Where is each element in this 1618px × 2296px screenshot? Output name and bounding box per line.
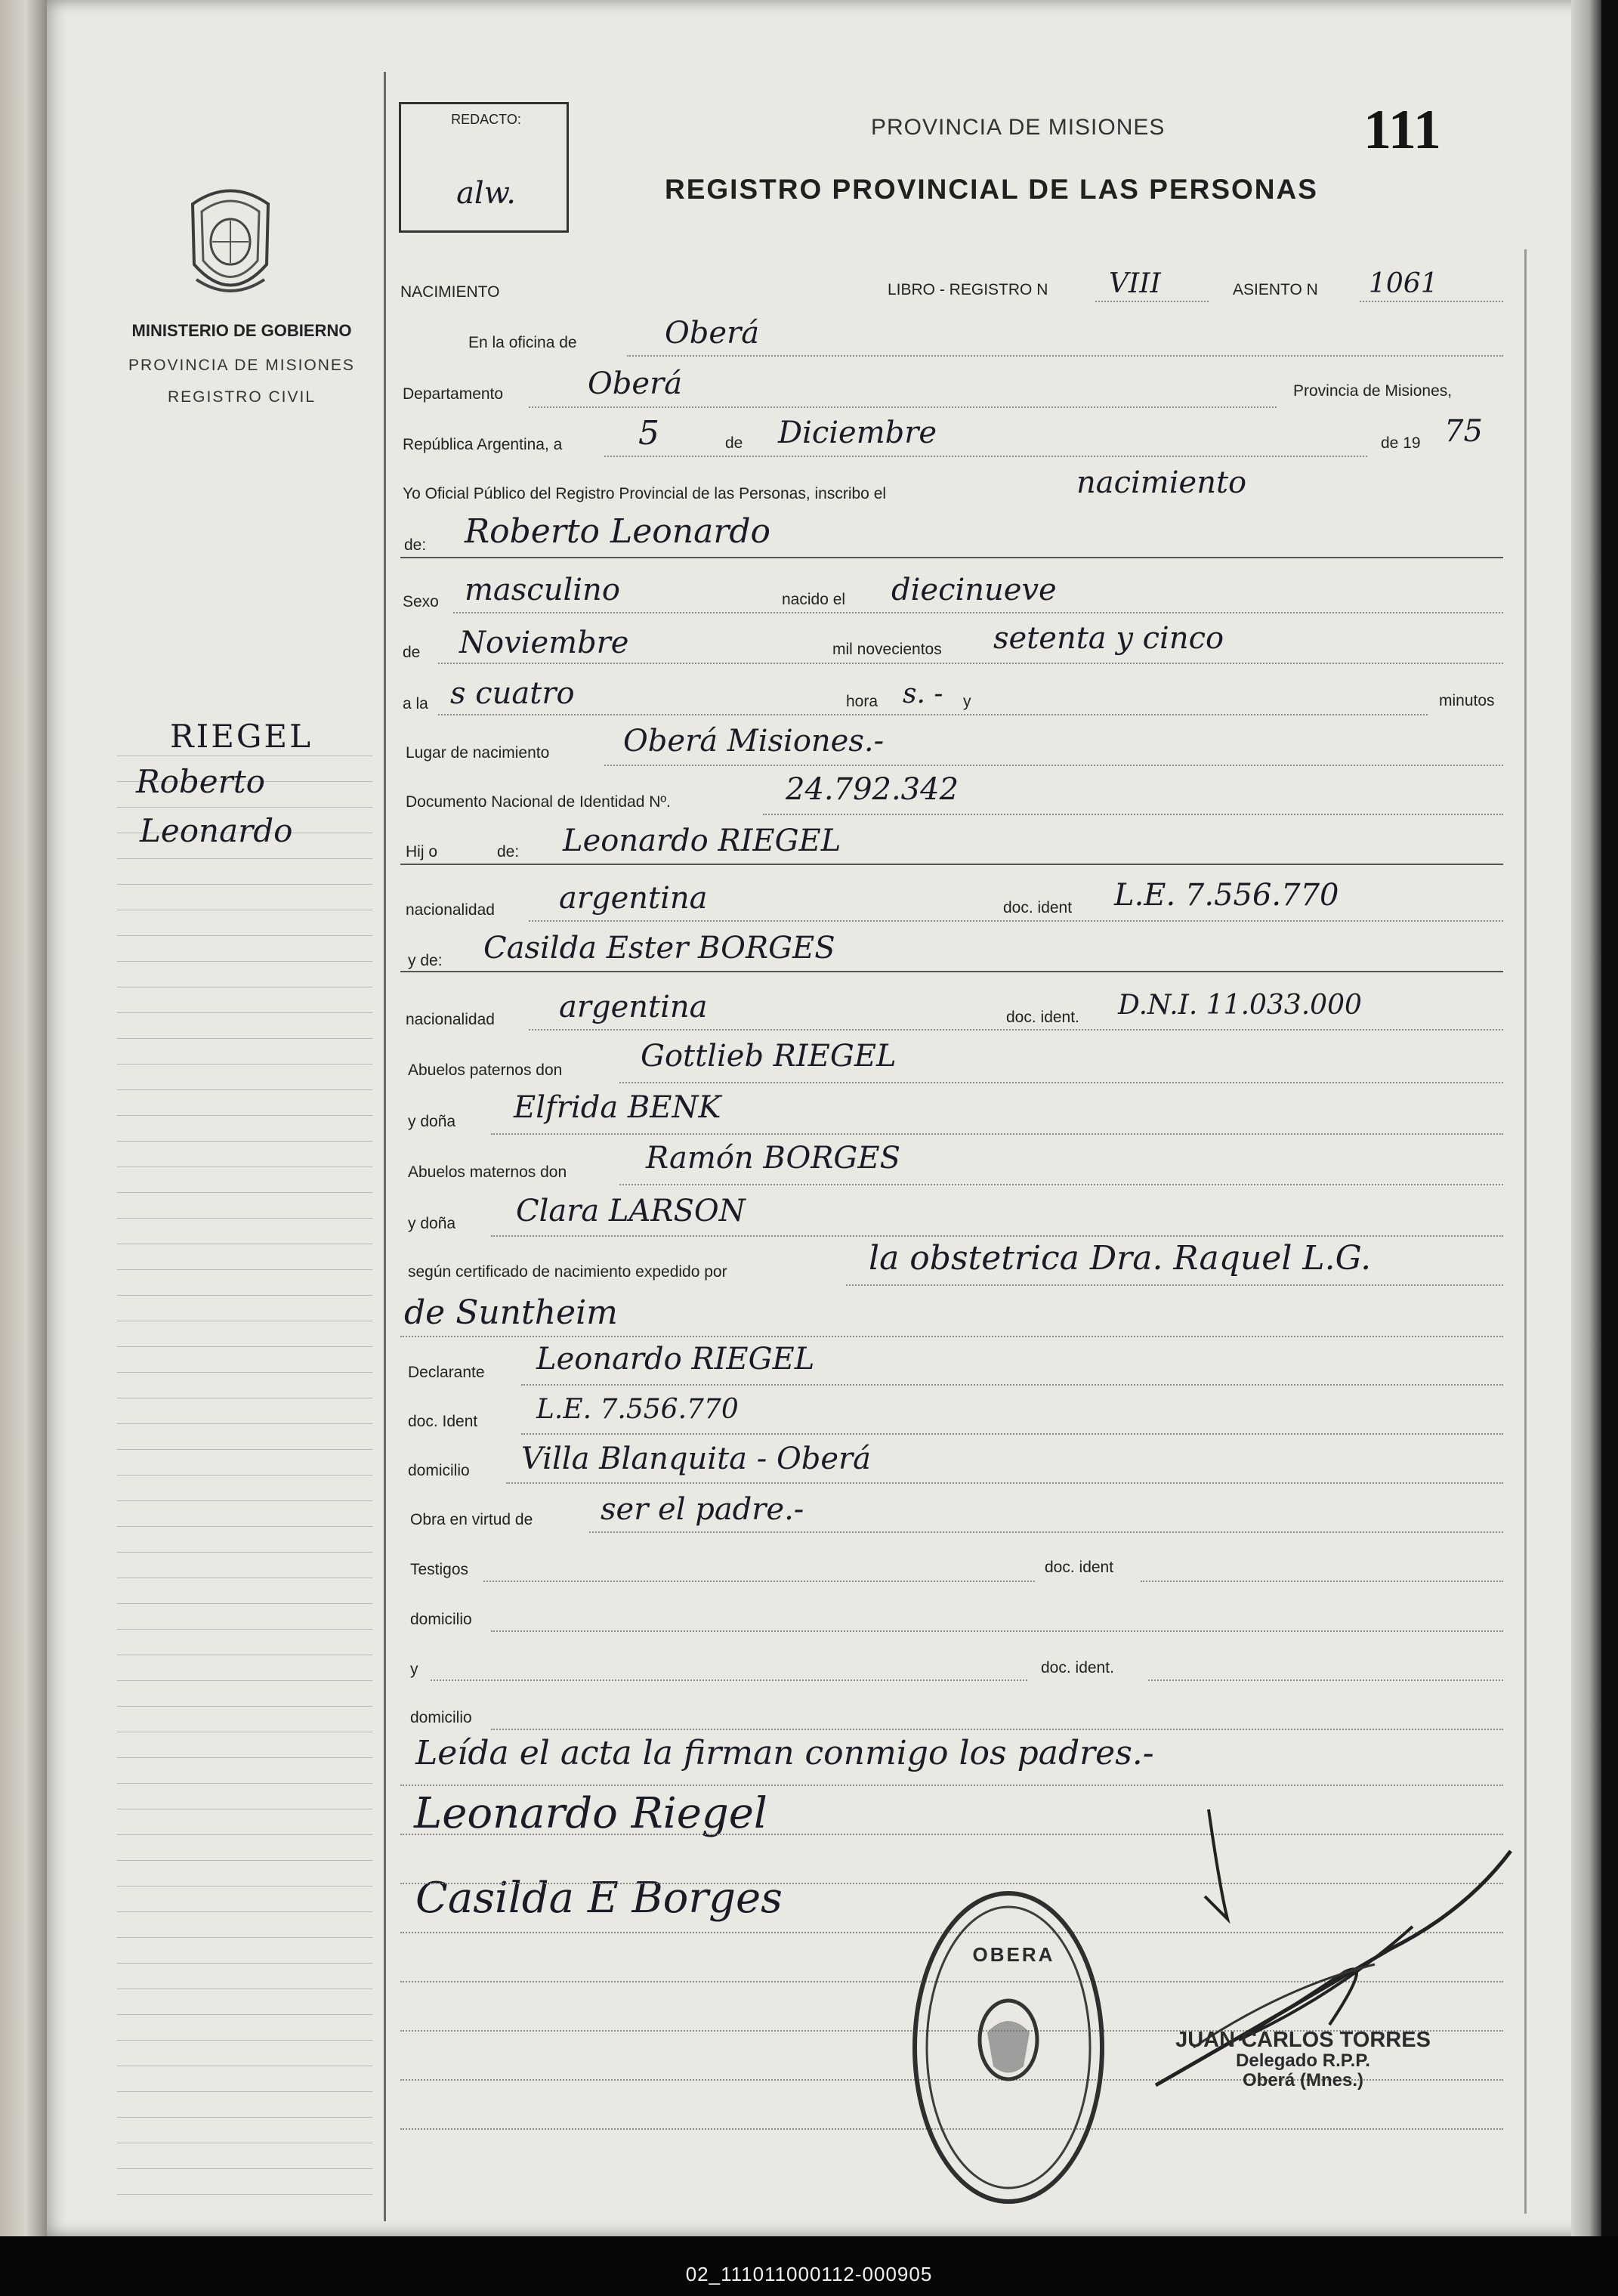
ministry-title: MINISTERIO DE GOBIERNO: [131, 321, 352, 340]
margin-rule: [117, 1603, 372, 1604]
margin-rule: [117, 2040, 372, 2041]
official-stamp-icon: [910, 1889, 1107, 2206]
witness-domicile-label: domicilio: [410, 1611, 472, 1628]
declarant-domicile-label: domicilio: [408, 1462, 470, 1479]
of-label: de:: [404, 536, 427, 554]
margin-rule: [117, 1038, 372, 1039]
hour-words: s cuatro: [450, 676, 575, 711]
margin-rule: [117, 2194, 372, 2195]
father-signature: Leonardo Riegel: [414, 1789, 767, 1838]
margin-rule: [117, 2117, 372, 2118]
maternal-grandfather: Ramón BORGES: [646, 1141, 900, 1176]
official-place: Oberá (Mnes.): [1242, 2069, 1364, 2091]
margin-rule: [117, 1115, 372, 1116]
margin-rule: [117, 1680, 372, 1681]
declarant-value: Leonardo RIEGEL: [536, 1342, 815, 1377]
office-value: Oberá: [665, 316, 760, 351]
de-label: de: [725, 434, 743, 452]
de-label-2: de: [403, 644, 421, 661]
record-type-label: NACIMIENTO: [400, 283, 500, 301]
witness-label: Testigos: [410, 1561, 469, 1578]
certificate-value-1: la obstetrica Dra. Raquel L.G.: [869, 1239, 1372, 1278]
redacto-box: [399, 102, 569, 233]
ministry-province: PROVINCIA DE MISIONES: [128, 357, 355, 374]
margin-rule: [117, 961, 372, 962]
official-block: [1167, 2029, 1439, 2090]
margin-rule: [117, 2014, 372, 2015]
declarant-doc-label: doc. Ident: [408, 1413, 478, 1430]
certificate-label: según certificado de nacimiento expedido por: [408, 1263, 727, 1281]
official-name: JUAN CARLOS TORRES: [1175, 2028, 1431, 2052]
margin-rule: [117, 1218, 372, 1219]
virtue-value: ser el padre.-: [601, 1492, 804, 1527]
margin-rule: [117, 1860, 372, 1861]
registry-title: REGISTRO PROVINCIAL DE LAS PERSONAS: [665, 174, 1318, 205]
book-value: VIII: [1109, 268, 1161, 299]
mother-doc: D.N.I. 11.033.000: [1118, 990, 1362, 1021]
margin-middle-name: Leonardo: [140, 812, 293, 849]
mother-signature: Casilda E Borges: [415, 1874, 783, 1923]
certificate-value-2: de Suntheim: [404, 1293, 618, 1332]
virtue-label: Obra en virtud de: [410, 1511, 533, 1528]
left-page-edge: [0, 0, 47, 2236]
margin-rule: [117, 1295, 372, 1296]
born-label: nacido el: [782, 591, 846, 608]
margin-rule: [117, 1475, 372, 1476]
entry-value: 1061: [1369, 268, 1438, 299]
margin-rule: [117, 1834, 372, 1835]
closing-text: Leída el acta la firman conmigo los padres.-: [415, 1734, 1154, 1772]
thousand-label: mil novecientos: [832, 641, 942, 658]
margin-rule: [117, 1911, 372, 1912]
dni-value: 24.792.342: [786, 772, 959, 807]
province-suffix: Provincia de Misiones,: [1293, 382, 1453, 400]
margin-rule: [117, 935, 372, 936]
birthplace-value: Oberá Misiones.-: [623, 724, 885, 759]
date-month: Diciembre: [778, 416, 937, 450]
official-role: Delegado R.P.P.: [1236, 2050, 1370, 2072]
at-label: a la: [403, 695, 428, 712]
margin-rule: [117, 2091, 372, 2092]
mother-nationality-label: nacionalidad: [406, 1011, 495, 1028]
paternal-grandfather: Gottlieb RIEGEL: [641, 1039, 897, 1074]
office-label: En la oficina de: [468, 334, 577, 351]
father-nationality-label: nacionalidad: [406, 901, 495, 919]
father-de-label: de:: [497, 843, 520, 861]
margin-rule: [117, 1089, 372, 1090]
declarant-domicile-value: Villa Blanquita - Oberá: [521, 1442, 871, 1476]
margin-rule: [117, 1500, 372, 1501]
margin-rule: [117, 884, 372, 885]
year-value: 75: [1444, 414, 1483, 449]
margin-rule: [117, 1757, 372, 1758]
book-label: LIBRO - REGISTRO N: [888, 281, 1048, 298]
paternal-label: Abuelos paternos don: [408, 1061, 563, 1079]
ministry-registry: REGISTRO CIVIL: [167, 388, 316, 406]
margin-rule: [117, 1012, 372, 1013]
hijo-label: Hij o: [406, 843, 438, 861]
y-label: y: [963, 693, 971, 710]
coat-of-arms-icon: [178, 181, 283, 310]
mother-de-label: y de:: [408, 952, 443, 969]
child-name: Roberto Leonardo: [465, 512, 771, 551]
margin-rule: [117, 1141, 372, 1142]
margin-rule: [117, 807, 372, 808]
mother-name: Casilda Ester BORGES: [483, 931, 835, 966]
maternal-grandmother: Clara LARSON: [516, 1194, 746, 1228]
redacto-label: REDACTO:: [451, 112, 521, 127]
witness2-domicile-label: domicilio: [410, 1709, 472, 1726]
father-name: Leonardo RIEGEL: [563, 824, 841, 858]
year-words: setenta y cinco: [993, 621, 1224, 656]
sex-value: masculino: [465, 573, 620, 607]
declarant-label: Declarante: [408, 1364, 485, 1381]
declarant-doc-value: L.E. 7.556.770: [536, 1394, 739, 1425]
mother-doc-label: doc. ident.: [1006, 1009, 1079, 1026]
margin-rule: [117, 2168, 372, 2169]
birthplace-label: Lugar de nacimiento: [406, 744, 550, 762]
margin-rule: [117, 1064, 372, 1065]
margin-rule: [117, 1937, 372, 1938]
file-id: 02_111011000112-000905: [685, 2263, 933, 2285]
redacto-value: alw.: [456, 176, 516, 211]
entry-label: ASIENTO N: [1233, 281, 1318, 298]
maternal-dona-label: y doña: [408, 1215, 456, 1232]
page-number: 111: [1363, 99, 1441, 161]
margin-rule: [117, 1629, 372, 1630]
witness-doc-label: doc. ident: [1045, 1559, 1114, 1576]
column-divider: [384, 72, 386, 2221]
margin-rule: [117, 1886, 372, 1887]
paternal-dona-label: y doña: [408, 1113, 456, 1130]
department-value: Oberá: [588, 366, 683, 401]
province-title: PROVINCIA DE MISIONES: [871, 115, 1166, 140]
margin-rule: [117, 1423, 372, 1424]
mother-nationality: argentina: [559, 990, 708, 1024]
stamp-city: OBERA: [972, 1943, 1055, 1966]
father-doc: L.E. 7.556.770: [1114, 878, 1339, 913]
margin-rule: [117, 1269, 372, 1270]
dni-label: Documento Nacional de Identidad Nº.: [406, 793, 671, 811]
margin-rule: [117, 1526, 372, 1527]
father-doc-label: doc. ident: [1003, 899, 1073, 916]
republic-label: República Argentina, a: [403, 436, 563, 453]
department-label: Departamento: [403, 385, 504, 403]
father-nationality: argentina: [559, 881, 708, 916]
margin-rule: [117, 1963, 372, 1964]
hour-value: s. -: [903, 678, 943, 709]
paternal-grandmother: Elfrida BENK: [514, 1090, 721, 1125]
date-day: 5: [638, 414, 659, 453]
witness2-y-label: y: [410, 1661, 418, 1678]
sex-label: Sexo: [403, 593, 439, 610]
right-page-edge: [1571, 0, 1601, 2236]
witness2-doc-label: doc. ident.: [1041, 1659, 1114, 1676]
margin-rule: [117, 858, 372, 859]
born-day-words: diecinueve: [891, 573, 1057, 607]
margin-rule: [117, 1372, 372, 1373]
officer-value: nacimiento: [1076, 465, 1247, 500]
minutes-label: minutos: [1439, 692, 1495, 709]
hour-label: hora: [846, 693, 878, 710]
margin-rule: [117, 1449, 372, 1450]
margin-rule: [117, 1552, 372, 1553]
margin-rule: [117, 1706, 372, 1707]
margin-rule: [117, 1783, 372, 1784]
margin-rule: [117, 1192, 372, 1193]
margin-surname: RIEGEL: [170, 718, 313, 755]
year-label: de 19: [1381, 434, 1421, 452]
signature-rule: [400, 1785, 1503, 1786]
maternal-label: Abuelos maternos don: [408, 1163, 567, 1181]
margin-first-name: Roberto: [136, 763, 265, 800]
margin-rule: [117, 1346, 372, 1347]
officer-text: Yo Oficial Público del Registro Provincial de las Personas, inscribo el: [403, 485, 887, 502]
month-value: Noviembre: [459, 626, 629, 660]
